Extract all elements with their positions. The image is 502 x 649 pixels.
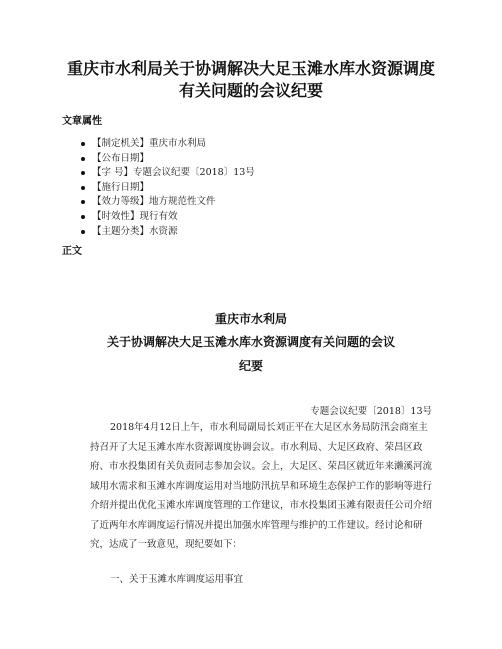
body-paragraph <box>90 418 436 555</box>
attribute-item: 【效力等级】地方规范性文件 <box>92 195 255 210</box>
body-title-line-3: 纪要 <box>238 359 263 373</box>
section-heading-1: 一、关于玉滩水库调度运用事宜 <box>110 574 244 585</box>
attribute-item: 【制定机关】重庆市水利局 <box>92 137 255 152</box>
paragraph-line: 究，达成了一致意见，现纪要如下： <box>90 539 243 550</box>
bullet-icon <box>81 215 85 219</box>
attribute-item: 【公布日期】 <box>92 152 255 167</box>
attributes-list <box>92 137 255 239</box>
bullet-icon <box>81 171 85 175</box>
bullet-icon <box>81 200 85 204</box>
attribute-item: 【时效性】现行有效 <box>92 210 255 225</box>
bullet-icon <box>81 157 85 161</box>
paragraph-line: 域用水需求和玉滩水库调度运用对当地防汛抗旱和环境生态保护工作的影响等进行 <box>90 480 433 492</box>
document-title-line-1: 重庆市水利局关于协调解决大足玉滩水库水资源调度 <box>66 59 435 78</box>
paragraph-line: 了近两年水库调度运行情况并提出加强水库管理与维护的工作建议。经讨论和研 <box>90 519 423 531</box>
bullet-icon <box>81 186 85 190</box>
paragraph-line: 介绍并提出优化玉滩水库调度管理的工作建议，市水投集团玉滩有限责任公司介绍 <box>90 500 433 511</box>
body-title-line-2: 关于协调解决大足玉滩水库水资源调度有关问题的会议 <box>106 335 395 349</box>
attribute-item: 【字 号】专题会议纪要〔2018〕13号 <box>92 166 255 181</box>
body-section-label: 正文 <box>62 246 82 257</box>
paragraph-line: 2018年4月12日上午，市水利局副局长刘正平在大足区水务局防汛会商室主 <box>110 422 428 433</box>
attribute-item: 【主题分类】水资源 <box>92 225 255 240</box>
attributes-section-label: 文章属性 <box>62 116 102 127</box>
attribute-item: 【施行日期】 <box>92 181 255 196</box>
bullet-icon <box>81 142 85 146</box>
body-title-line-1: 重庆市水利局 <box>214 312 287 326</box>
document-title-line-2: 有关问题的会议纪要 <box>178 81 323 100</box>
document-title <box>40 58 462 102</box>
paragraph-line: 府、市水投集团有关负责同志参加会议。会上，大足区、荣昌区就近年来濑溪河流 <box>90 461 433 472</box>
paragraph-line: 持召开了大足玉滩水库水资源调度协调会议。市水利局、大足区政府、荣昌区政 <box>90 441 423 453</box>
document-number: 专题会议纪要〔2018〕13号 <box>310 406 432 417</box>
bullet-icon <box>81 230 85 234</box>
